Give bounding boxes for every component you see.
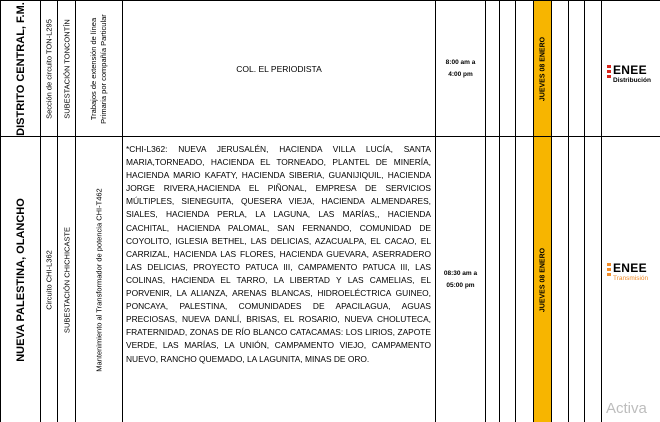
section-cell xyxy=(41,0,58,137)
enee-transmision-logo xyxy=(607,262,648,283)
date-cell xyxy=(534,137,552,422)
blank-cell xyxy=(486,0,500,137)
affected-areas-cell xyxy=(123,137,436,422)
district-name: DISTRITO CENTRAL, F.M. xyxy=(14,1,27,136)
blank-cell xyxy=(552,0,569,137)
blank-cell xyxy=(516,137,534,422)
work-description: Trabajos de extensión de línea Primaria por compañía Particular xyxy=(89,13,108,124)
enee-distribucion-logo xyxy=(607,64,651,85)
time-end: 4:00 pm xyxy=(448,70,473,78)
affected-areas-text: *CHI-L362: NUEVA JERUSALÉN, HACIENDA VILLA LUCÍA, SANTA MARIA,TORNEADO, HACIENDA EL TORNEADO, PLANTEL DE MINERÍA, HACIENDA MARIO KAFATY, HACIENDA SIBERIA, GUANIJIQUIL, HACIENDA JORGE RIVERA,HACIENDA EL PIÑONAL, EMPRESA DE SERVICIOS MÚLTIPLES, SIENEGUITA, QUESERA VIEJA, HACIENDA ALMENDARES, SIALES, HACIENDA PERLA, LA LAGUNA, LAS MARÍAS,, HACIENDA CACHITAL, HACIENDA PALOMAL, SAN FERNANDO, COMUNIDAD DE COYOLITO, IGLESIA BETHEL, LAS DELICIAS, AZACUALPA, EL CACAO, EL CARRIZAL, HACIENDA LAS FLORES, HACIENDA GUEVARA, ASERRADERO LAS DELICIAS, PROYECTO PATUCA III, CAMPAMENTO PATUCA III, LAS COLINAS, HACIENDA EL TARRO, LA LIBERTAD Y LAS CAMELIAS, EL PORVENIR, LA ALIANZA, ARENAS BLANCAS, HIDROELÉCTRICA GUINEO, PONCAYA, PALESTINA, COMUNIDADES DE APACILAGUA, AGUAS PRECIOSAS, NUEVA DANLÍ, BRISAS, EL ROSARIO, NUEVA CHOLUTECA, FRATERNIDAD, ZONAS DE RÍO BLANCO CATACAMAS: LOS LIRIOS, ZAPOTE VERDE, LAS MARÍAS, LA UNIÓN, CAMPAMENTO VIEJO, CAMPAMENTO NUEVO, RANCHO QUEMADO, LA LAGUNITA, MINAS DE ORO. xyxy=(126,144,431,364)
blank-cell xyxy=(585,0,602,137)
section-cell xyxy=(41,137,58,422)
work-cell xyxy=(76,0,123,137)
red-bars-icon xyxy=(607,65,611,78)
time-start: 8:00 am a xyxy=(445,58,476,66)
time-start: 08:30 am a xyxy=(443,269,478,277)
logo-cell xyxy=(602,0,660,137)
work-cell xyxy=(76,137,123,422)
time-cell xyxy=(436,0,486,137)
date-label: JUEVES 08 ENERO xyxy=(539,247,546,312)
blank-cell xyxy=(500,137,516,422)
blank-cell xyxy=(552,137,569,422)
blank-cell xyxy=(516,0,534,137)
district-cell xyxy=(0,0,41,137)
time-end: 05:00 pm xyxy=(446,281,475,289)
blank-cell xyxy=(500,0,516,137)
blank-cell xyxy=(585,137,602,422)
blank-cell xyxy=(569,137,585,422)
blank-cell xyxy=(569,0,585,137)
logo-subtitle: Distribución xyxy=(613,77,651,84)
date-label: JUEVES 08 ENERO xyxy=(539,36,546,101)
affected-areas-cell xyxy=(123,0,436,137)
logo-subtitle: Transmisión xyxy=(613,275,649,282)
date-cell xyxy=(534,0,552,137)
work-description: Mantenimiento al Transformador de potencia CHI-T462 xyxy=(94,187,104,372)
orange-bars-icon xyxy=(607,263,611,276)
substation-name: SUBESTACIÓN CHICHICASTE xyxy=(62,226,71,333)
circuit-section: Sección de circuito TON-L295 xyxy=(44,18,54,119)
district-name: NUEVA PALESTINA, OLANCHO xyxy=(14,197,27,362)
affected-areas-text: COL. EL PERIODISTA xyxy=(236,63,322,74)
logo-cell xyxy=(602,137,660,422)
logo-name: ENEE xyxy=(613,63,647,77)
substation-cell xyxy=(58,0,76,137)
circuit-section: Circuito CHI-L362 xyxy=(44,249,54,310)
substation-name: SUBESTACIÓN TONCONTÍN xyxy=(62,18,71,119)
blank-cell xyxy=(486,137,500,422)
substation-cell xyxy=(58,137,76,422)
district-cell xyxy=(0,137,41,422)
windows-activation-watermark: Activa xyxy=(606,400,647,417)
time-cell xyxy=(436,137,486,422)
logo-name: ENEE xyxy=(613,261,647,275)
